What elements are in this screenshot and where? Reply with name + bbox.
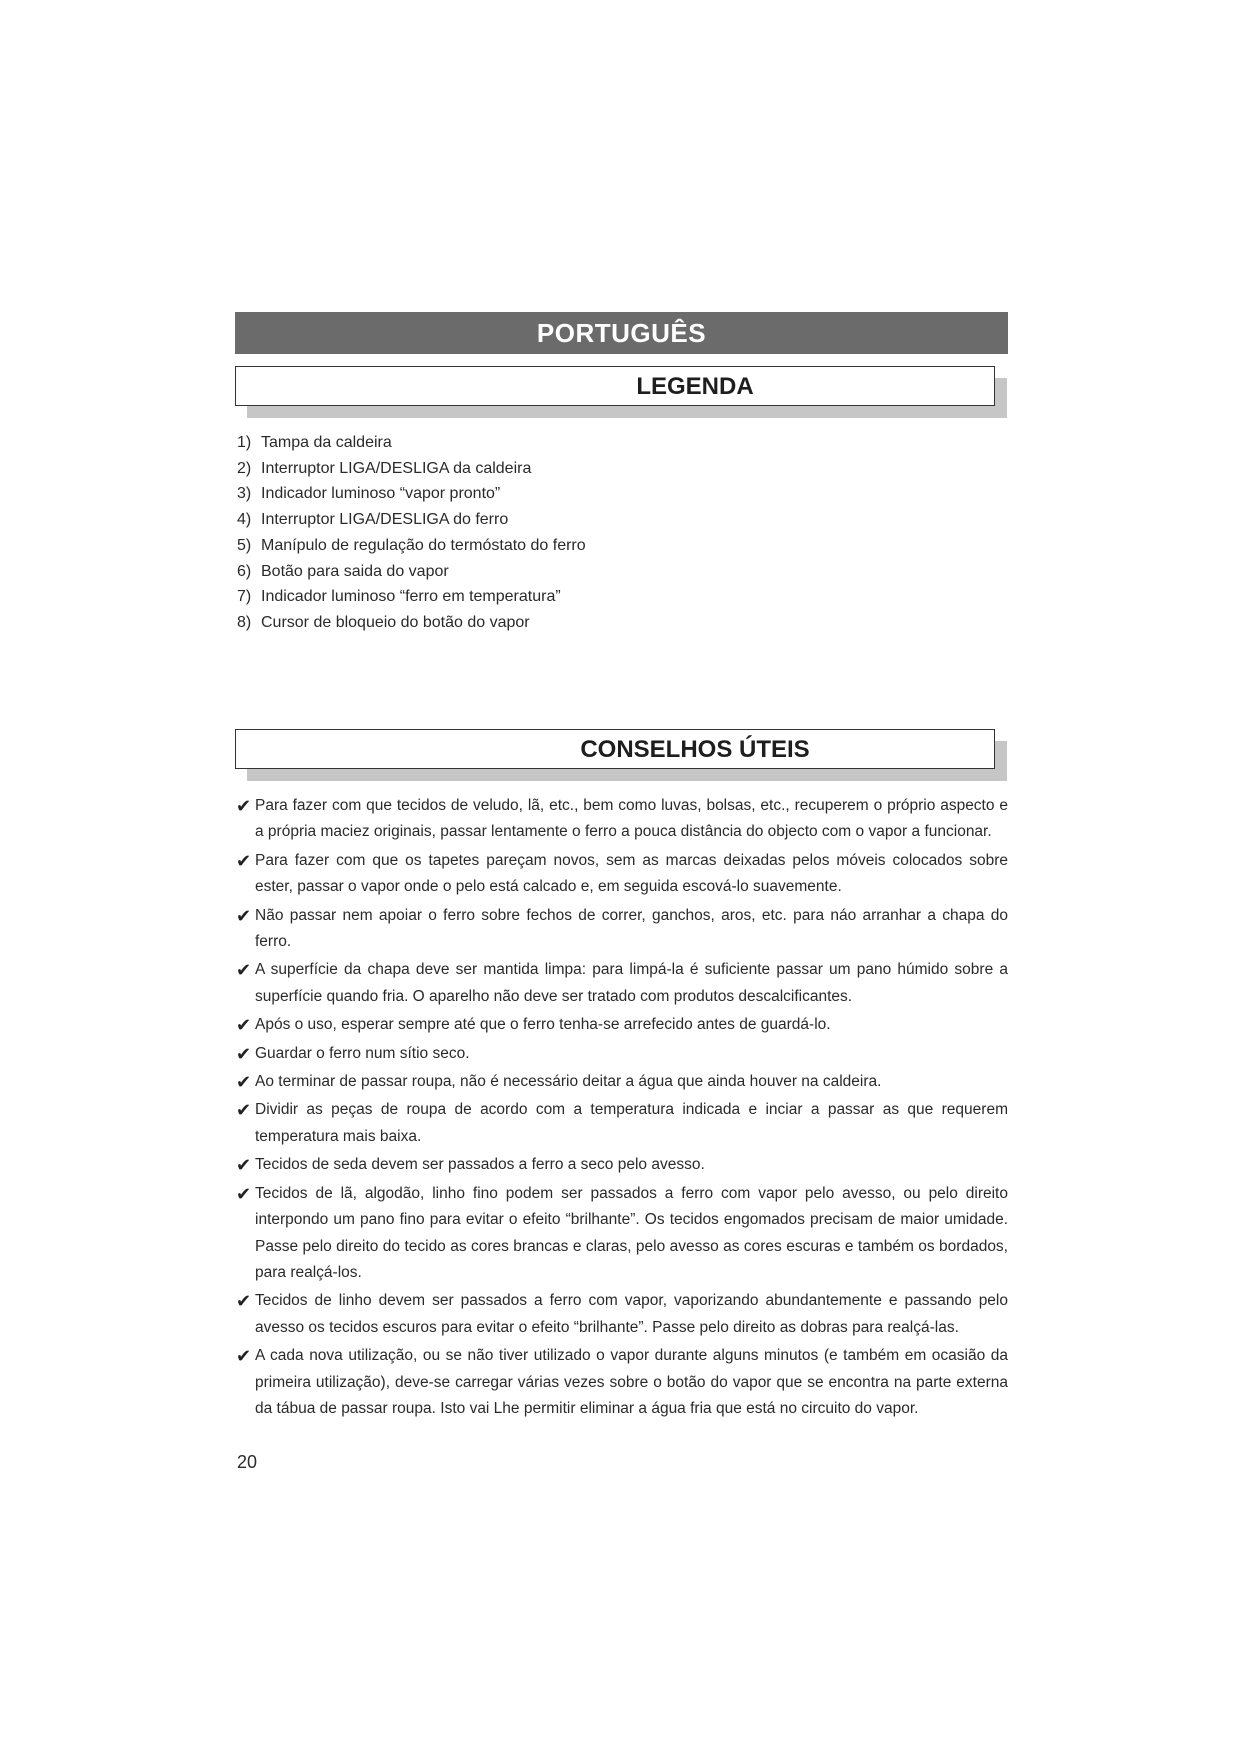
tips-list	[237, 793, 1008, 1424]
legend-item-text: Cursor de bloqueio do botão do vapor	[261, 613, 530, 631]
tip-text: Não passar nem apoiar o ferro sobre fechos de correr, ganchos, aros, etc. para náo arranhar a chapa do ferro.	[255, 906, 1008, 951]
checkmark-icon: ✔	[236, 960, 252, 981]
checkmark-icon: ✔	[236, 905, 252, 926]
tip-item	[237, 1097, 1008, 1150]
legend-item-number: 3)	[237, 485, 252, 503]
legend-item	[237, 584, 586, 610]
legend-item-number: 5)	[237, 536, 252, 554]
legend-item-text: Interruptor LIGA/DESLIGA do ferro	[261, 511, 509, 529]
checkmark-icon: ✔	[236, 1346, 252, 1367]
legend-title: LEGENDA	[636, 373, 754, 400]
legend-heading	[235, 366, 995, 406]
legend-item-number: 8)	[237, 613, 252, 631]
checkmark-icon: ✔	[236, 1072, 252, 1093]
tips-heading	[235, 729, 995, 769]
tip-item	[237, 1012, 1008, 1038]
tip-item	[237, 1343, 1008, 1422]
legend-item	[237, 430, 586, 456]
checkmark-icon: ✔	[236, 1183, 252, 1204]
tip-text: Para fazer com que os tapetes pareçam novos, sem as marcas deixadas pelos móveis colocados sobre ester, passar o vapor onde o pelo está calcado e, em seguida escová-lo suavemente.	[255, 851, 1008, 896]
legend-item-text: Manípulo de regulação do termóstato do ferro	[261, 536, 586, 554]
tip-text: Após o uso, esperar sempre até que o ferro tenha-se arrefecido antes de guardá-lo.	[255, 1016, 831, 1034]
tip-item	[237, 1288, 1008, 1341]
legend-item-text: Botão para saida do vapor	[261, 562, 449, 580]
legend-list	[237, 430, 586, 636]
checkmark-icon: ✔	[236, 1043, 252, 1064]
tip-text: Para fazer com que tecidos de veludo, lã, etc., bem como luvas, bolsas, etc., recuperem o próprio aspecto e a própria maciez originais, passar lentamente o ferro a pouca distância do objecto com o vapor a funcionar.	[255, 797, 1008, 841]
checkmark-icon: ✔	[236, 850, 252, 871]
tip-text: Ao terminar de passar roupa, não é necessário deitar a água que ainda houver na caldeira.	[255, 1073, 882, 1091]
tip-text: Guardar o ferro num sítio seco.	[255, 1044, 470, 1062]
tip-text: A cada nova utilização, ou se não tiver utilizado o vapor durante alguns minutos (e também em ocasião da primeira utilização), deve-se carregar várias vezes sobre o botão do vapor que se encontra na parte externa da tábua de passar roupa. Isto vai Lhe permitir eliminar a água fria que está no circuito do vapor.	[255, 1347, 1008, 1417]
legend-item-text: Tampa da caldeira	[261, 434, 392, 451]
tip-item	[237, 1069, 1008, 1095]
tip-text: Tecidos de seda devem ser passados a ferro a seco pelo avesso.	[255, 1156, 705, 1174]
tip-text: A superfície da chapa deve ser mantida limpa: para limpá-la é suficiente passar um pano húmido sobre a superfície quando fria. O aparelho não deve ser tratado com produtos descalcificantes.	[255, 961, 1008, 1005]
legend-item	[237, 610, 586, 636]
legend-item	[237, 559, 586, 585]
language-banner: PORTUGUÊS	[235, 312, 1008, 354]
page-number: 20	[237, 1452, 258, 1472]
tip-item	[237, 848, 1008, 901]
legend-item-number: 2)	[237, 459, 252, 477]
legend-item-text: Indicador luminoso “ferro em temperatura”	[261, 588, 561, 606]
legend-item-number: 6)	[237, 562, 252, 580]
legend-item-number: 4)	[237, 511, 252, 529]
legend-item-number: 7)	[237, 588, 252, 606]
legend-item-text: Interruptor LIGA/DESLIGA da caldeira	[261, 459, 532, 477]
tip-text: Tecidos de lã, algodão, linho fino podem ser passados a ferro com vapor pelo avesso, ou pelo direito interpondo um pano fino para evitar o efeito “brilhante”. Os tecidos engomados precisam de maior umidade. Passe pelo direito do tecido as cores brancas e claras, pelo avesso as cores escuras e também os bordados, para realçá-los.	[255, 1184, 1008, 1281]
tip-item	[237, 1181, 1008, 1287]
tip-item	[237, 903, 1008, 956]
tips-title: CONSELHOS ÚTEIS	[580, 736, 810, 763]
legend-item	[237, 481, 586, 507]
tip-text: Dividir as peças de roupa de acordo com a temperatura indicada e inciar a passar as que requerem temperatura mais baixa.	[255, 1101, 1008, 1145]
checkmark-icon: ✔	[236, 1100, 252, 1121]
legend-item-text: Indicador luminoso “vapor pronto”	[261, 485, 501, 503]
checkmark-icon: ✔	[236, 1155, 252, 1176]
tip-item	[237, 957, 1008, 1010]
checkmark-icon: ✔	[236, 1015, 252, 1036]
legend-item	[237, 507, 586, 533]
tip-item	[237, 793, 1008, 846]
tip-text: Tecidos de linho devem ser passados a ferro com vapor, vaporizando abundantemente e passando pelo avesso os tecidos escuros para evitar o efeito “brilhante”. Passe pelo direito as dobras para realçá-las.	[255, 1292, 1008, 1336]
checkmark-icon: ✔	[236, 1291, 252, 1312]
checkmark-icon: ✔	[236, 796, 252, 816]
tip-item	[237, 1152, 1008, 1178]
legend-item-number: 1)	[237, 434, 252, 451]
legend-item	[237, 456, 586, 482]
legend-item	[237, 533, 586, 559]
tip-item	[237, 1041, 1008, 1067]
